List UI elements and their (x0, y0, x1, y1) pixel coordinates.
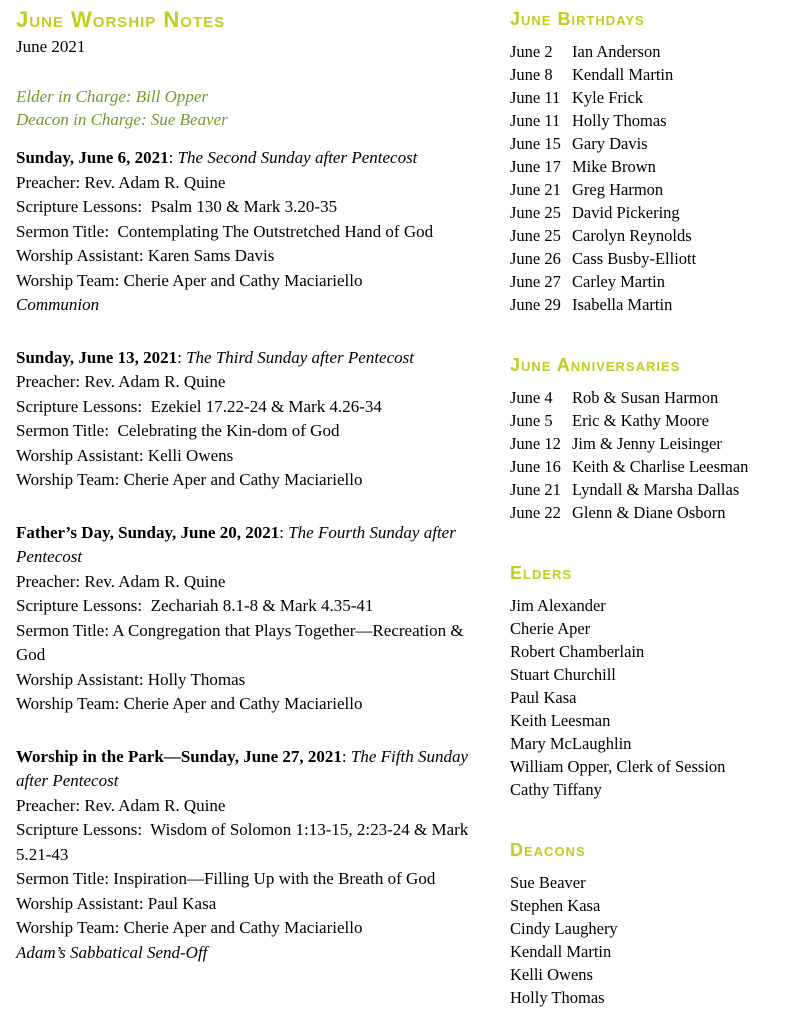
birthday-date: June 15 (510, 134, 561, 153)
service-sermon-title: Sermon Title: A Congregation that Plays Together—Recreation & God (16, 620, 468, 664)
birthday-row (510, 201, 790, 224)
elder-name: William Opper, Clerk of Session (510, 757, 726, 776)
service-scripture: Scripture Lessons: Wisdom of Solomon 1:13-15, 2:23-24 & Mark 5.21-43 (16, 820, 473, 864)
birthday-name: David Pickering (572, 203, 680, 222)
deacon-name: Kendall Martin (510, 942, 612, 961)
deacon-name: Cindy Laughery (510, 919, 618, 938)
birthday-date: June 27 (510, 272, 561, 291)
anniversary-date: June 21 (510, 480, 561, 499)
birthday-name: Ian Anderson (572, 42, 661, 61)
deacon-in-charge: Deacon in Charge: Sue Beaver (16, 110, 228, 129)
service-heading (16, 521, 480, 570)
service-scripture: Scripture Lessons: Zechariah 8.1-8 & Mark 4.35-41 (16, 596, 374, 615)
birthday-row (510, 109, 790, 132)
deacons-section (510, 839, 790, 1009)
service-preacher: Preacher: Rev. Adam R. Quine (16, 372, 226, 391)
anniversary-date: June 5 (510, 411, 553, 430)
service-team: Worship Team: Cherie Aper and Cathy Maciariello (16, 918, 363, 937)
service-preacher: Preacher: Rev. Adam R. Quine (16, 172, 226, 192)
anniversary-date: June 16 (510, 457, 561, 476)
birthday-date: June 17 (510, 157, 561, 176)
anniversary-row (510, 501, 790, 524)
anniversaries-section (510, 354, 790, 524)
birthday-date: June 2 (510, 42, 553, 61)
birthday-name: Carolyn Reynolds (572, 226, 692, 245)
service-preacher: Preacher: Rev. Adam R. Quine (16, 795, 226, 815)
birthday-row (510, 155, 790, 178)
anniversary-names: Keith & Charlise Leesman (572, 457, 749, 476)
service-sunday-name: The Fourth Sunday after Pentecost (16, 522, 456, 566)
worship-notes-column (16, 8, 494, 1009)
birthday-date: June 25 (510, 226, 561, 245)
anniversary-row (510, 432, 790, 455)
birthday-name: Mike Brown (572, 157, 656, 176)
service-sunday-name: The Second Sunday after Pentecost (177, 148, 418, 167)
service-sermon-title: Sermon Title: Celebrating the Kin-dom of God (16, 421, 340, 440)
birthday-name: Cass Busby-Elliott (572, 249, 697, 268)
anniversary-row (510, 386, 790, 409)
service-team: Worship Team: Cherie Aper and Cathy Maciariello (16, 470, 363, 489)
service-entry (16, 346, 480, 493)
service-assistant: Worship Assistant: Kelli Owens (16, 445, 234, 465)
birthday-row (510, 63, 790, 86)
anniversary-names: Eric & Kathy Moore (572, 411, 710, 430)
service-team: Worship Team: Cherie Aper and Cathy Maciariello (16, 270, 363, 290)
service-note: Adam’s Sabbatical Send-Off (16, 942, 208, 962)
birthday-row (510, 270, 790, 293)
birthday-date: June 26 (510, 249, 561, 268)
service-heading (16, 346, 480, 371)
birthdays-section (510, 8, 790, 316)
birthday-date: June 11 (510, 111, 561, 130)
deacon-name: Sue Beaver (510, 873, 586, 892)
service-assistant: Worship Assistant: Holly Thomas (16, 669, 246, 689)
anniversary-row (510, 455, 790, 478)
anniversary-date: June 12 (510, 434, 561, 453)
elder-name: Mary McLaughlin (510, 734, 632, 753)
birthday-date: June 8 (510, 65, 553, 84)
service-heading (16, 745, 480, 794)
anniversary-row (510, 409, 790, 432)
birthday-date: June 21 (510, 180, 561, 199)
service-assistant: Worship Assistant: Paul Kasa (16, 893, 217, 913)
birthday-name: Isabella Martin (572, 295, 673, 314)
service-sermon-title: Sermon Title: Contemplating The Outstretched Hand of God (16, 221, 434, 241)
service-sunday-name: The Third Sunday after Pentecost (186, 347, 414, 367)
elder-name: Cathy Tiffany (510, 780, 602, 799)
birthday-row (510, 178, 790, 201)
anniversary-date: June 4 (510, 388, 553, 407)
service-date: Sunday, June 6, 2021 (16, 148, 169, 167)
anniversary-row (510, 478, 790, 501)
birthdays-title: June Birthdays (510, 9, 645, 29)
service-entry (16, 745, 480, 966)
service-assistant: Worship Assistant: Karen Sams Davis (16, 246, 275, 265)
service-date: Worship in the Park—Sunday, June 27, 2021 (16, 746, 342, 766)
anniversary-date: June 22 (510, 503, 561, 522)
elder-name: Keith Leesman (510, 711, 611, 730)
service-scripture: Scripture Lessons: Psalm 130 & Mark 3.20-35 (16, 197, 338, 216)
elder-name: Stuart Churchill (510, 665, 616, 684)
birthday-name: Greg Harmon (572, 180, 664, 199)
month-label: June 2021 (16, 37, 86, 56)
birthday-row (510, 132, 790, 155)
birthday-name: Holly Thomas (572, 111, 667, 130)
page-title: June Worship Notes (16, 7, 226, 32)
in-charge-block (16, 85, 480, 131)
birthday-date: June 29 (510, 295, 561, 314)
service-team: Worship Team: Cherie Aper and Cathy Maciariello (16, 694, 363, 713)
birthday-name: Kyle Frick (572, 88, 644, 107)
birthday-row (510, 224, 790, 247)
birthday-row (510, 86, 790, 109)
anniversaries-title: June Anniversaries (510, 355, 681, 375)
birthday-name: Kendall Martin (572, 65, 674, 84)
separator: : (177, 347, 187, 367)
anniversary-names: Glenn & Diane Osborn (572, 503, 726, 522)
deacon-name: Kelli Owens (510, 965, 593, 984)
service-note: Communion (16, 295, 100, 314)
elders-title: Elders (510, 563, 573, 583)
service-heading (16, 146, 480, 171)
rosters-column (510, 8, 790, 1009)
elder-name: Robert Chamberlain (510, 642, 645, 661)
birthday-row (510, 293, 790, 316)
anniversary-names: Rob & Susan Harmon (572, 388, 719, 407)
separator: : (168, 148, 178, 167)
service-entry (16, 146, 480, 318)
elder-in-charge: Elder in Charge: Bill Opper (16, 87, 209, 106)
deacon-name: Stephen Kasa (510, 896, 601, 915)
anniversary-names: Jim & Jenny Leisinger (572, 434, 722, 453)
birthday-name: Gary Davis (572, 134, 648, 153)
deacons-title: Deacons (510, 840, 586, 860)
service-preacher: Preacher: Rev. Adam R. Quine (16, 571, 226, 591)
service-scripture: Scripture Lessons: Ezekiel 17.22-24 & Mark 4.26-34 (16, 396, 382, 416)
birthday-date: June 11 (510, 88, 561, 107)
elder-name: Cherie Aper (510, 619, 591, 638)
service-sunday-name: The Fifth Sunday after Pentecost (16, 746, 469, 790)
separator: : (279, 522, 289, 542)
service-sermon-title: Sermon Title: Inspiration—Filling Up with the Breath of God (16, 869, 436, 888)
elder-name: Paul Kasa (510, 688, 577, 707)
separator: : (341, 746, 351, 766)
anniversary-names: Lyndall & Marsha Dallas (572, 480, 740, 499)
birthday-row (510, 40, 790, 63)
elders-section (510, 562, 790, 801)
birthday-date: June 25 (510, 203, 561, 222)
deacon-name: Holly Thomas (510, 988, 605, 1007)
service-date: Sunday, June 13, 2021 (16, 347, 178, 367)
birthday-name: Carley Martin (572, 272, 666, 291)
birthday-row (510, 247, 790, 270)
service-date: Father’s Day, Sunday, June 20, 2021 (16, 522, 280, 542)
service-entry (16, 521, 480, 717)
elder-name: Jim Alexander (510, 596, 606, 615)
